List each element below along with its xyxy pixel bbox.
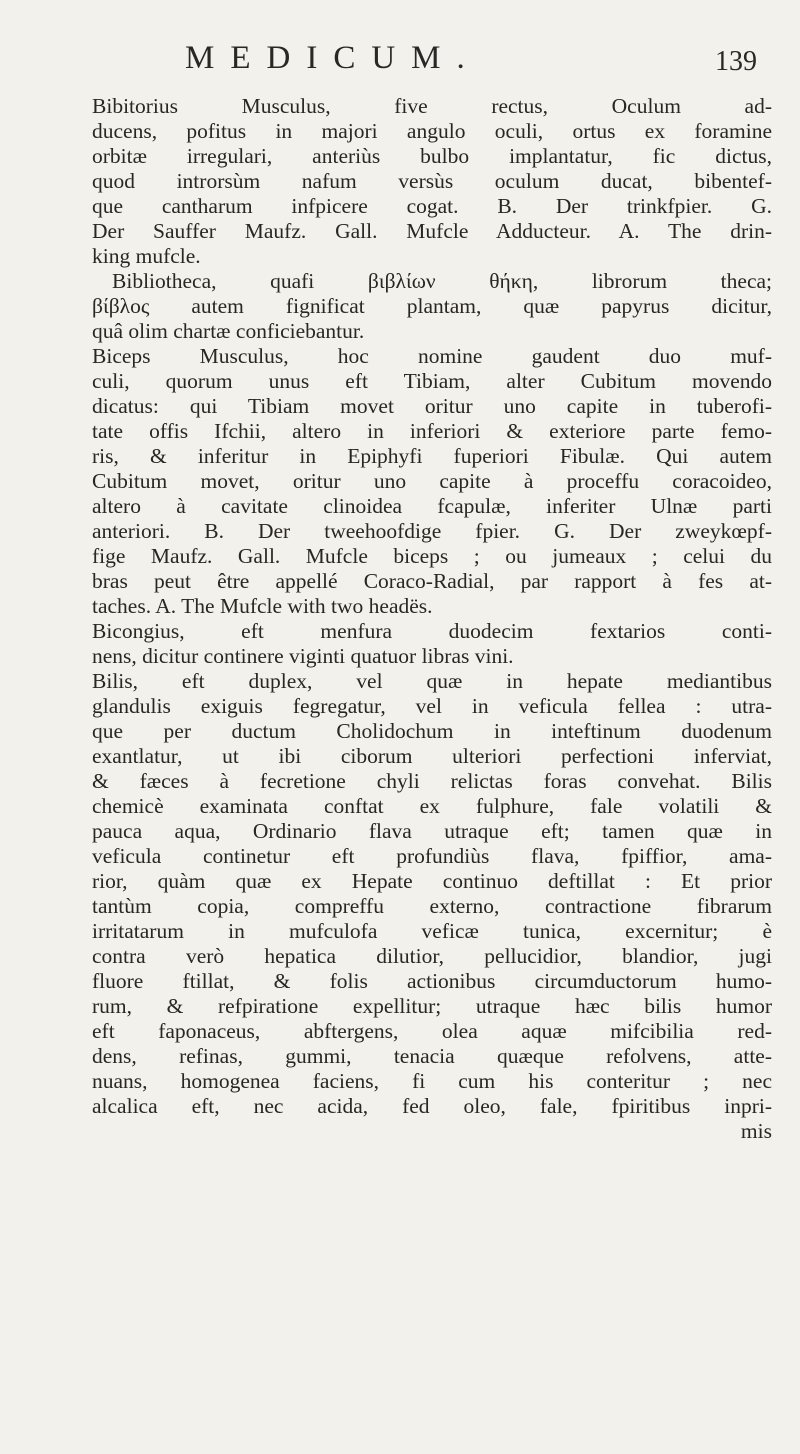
entry-bibitorius [92,94,772,269]
text-line: Bilis, eft duplex, vel quæ in hepate mediantibus [92,669,772,693]
page-number: 139 [715,46,757,77]
text-line: fluore ftillat, & folis actionibus circumductorum humo- [92,969,772,993]
text-line: taches. A. The Mufcle with two headës. [92,594,433,618]
text-line: altero à cavitate clinoidea fcapulæ, inferiter Ulnæ parti [92,494,772,518]
text-line: bras peut être appellé Coraco-Radial, par rapport à fes at- [92,569,772,593]
text-line: que cantharum infpicere cogat. B. Der trinkfpier. G. [92,194,772,218]
text-line: Bibitorius Musculus, five rectus, Oculum ad- [92,94,772,118]
text-line: nens, dicitur continere viginti quatuor libras vini. [92,644,514,668]
text-line: pauca aqua, Ordinario flava utraque eft; tamen quæ in [92,819,772,843]
text-line: Cubitum movet, oritur uno capite à proceffu coracoideo, [92,469,772,493]
text-line: culi, quorum unus eft Tibiam, alter Cubitum movendo [92,369,772,393]
running-head: MEDICUM. [185,40,481,76]
entry-bibliotheca [92,269,772,344]
text-line: ris, & inferitur in Epiphyfi fuperiori Fibulæ. Qui autem [92,444,772,468]
text-line: & fæces à fecretione chyli relictas foras convehat. Bilis [92,769,772,793]
page-header [0,40,800,90]
text-line: Bicongius, eft menfura duodecim fextarios conti- [92,619,772,643]
entry-biceps [92,344,772,619]
text-line: veficula continetur eft profundiùs flava, fpiffior, ama- [92,844,772,868]
text-line: quod introrsùm nafum versùs oculum ducat, bibentef- [92,169,772,193]
entry-bilis [92,669,772,1119]
text-line: orbitæ irregulari, anteriùs bulbo implantatur, fic dictus, [92,144,772,168]
text-line: contra verò hepatica dilutior, pellucidior, blandior, jugi [92,944,772,968]
text-line: chemicè examinata conftat ex fulphure, fale volatili & [92,794,772,818]
text-line: tate offis Ifchii, altero in inferiori & exteriore parte femo- [92,419,772,443]
text-line: ducens, pofitus in majori angulo oculi, ortus ex foramine [92,119,772,143]
text-line: βίβλος autem fignificat plantam, quæ papyrus dicitur, [92,294,772,318]
text-line: glandulis exiguis fegregatur, vel in veficula fellea : utra- [92,694,772,718]
text-line: Der Sauffer Maufz. Gall. Mufcle Adducteur. A. The drin- [92,219,772,243]
text-line: eft faponaceus, abftergens, olea aquæ mifcibilia red- [92,1019,772,1043]
text-line: king mufcle. [92,244,201,268]
text-line: dens, refinas, gummi, tenacia quæque refolvens, atte- [92,1044,772,1068]
text-line: que per ductum Cholidochum in inteftinum duodenum [92,719,772,743]
text-line: dicatus: qui Tibiam movet oritur uno capite in tuberofi- [92,394,772,418]
text-line: Biceps Musculus, hoc nomine gaudent duo muf- [92,344,772,368]
text-line: tantùm copia, compreffu externo, contractione fibrarum [92,894,772,918]
entry-bicongius [92,619,772,669]
text-line: fige Maufz. Gall. Mufcle biceps ; ou jumeaux ; celui du [92,544,772,568]
text-line: Bibliotheca, quafi βιβλίων θήκη, librorum theca; [112,269,772,293]
text-line: quâ olim chartæ conficiebantur. [92,319,365,343]
text-line: alcalica eft, nec acida, fed oleo, fale, fpiritibus inpri- [92,1094,772,1118]
text-line: rior, quàm quæ ex Hepate continuo deftillat : Et prior [92,869,772,893]
text-line: exantlatur, ut ibi ciborum ulteriori perfectioni inferviat, [92,744,772,768]
catchword: mis [740,1119,772,1143]
page-body [92,94,772,1144]
text-line: rum, & refpiratione expellitur; utraque hæc bilis humor [92,994,772,1018]
text-line: nuans, homogenea faciens, fi cum his conteritur ; nec [92,1069,772,1093]
text-line: anteriori. B. Der tweehoofdige fpier. G. Der zweykœpf- [92,519,772,543]
text-line: irritatarum in mufculofa veficæ tunica, excernitur; è [92,919,772,943]
